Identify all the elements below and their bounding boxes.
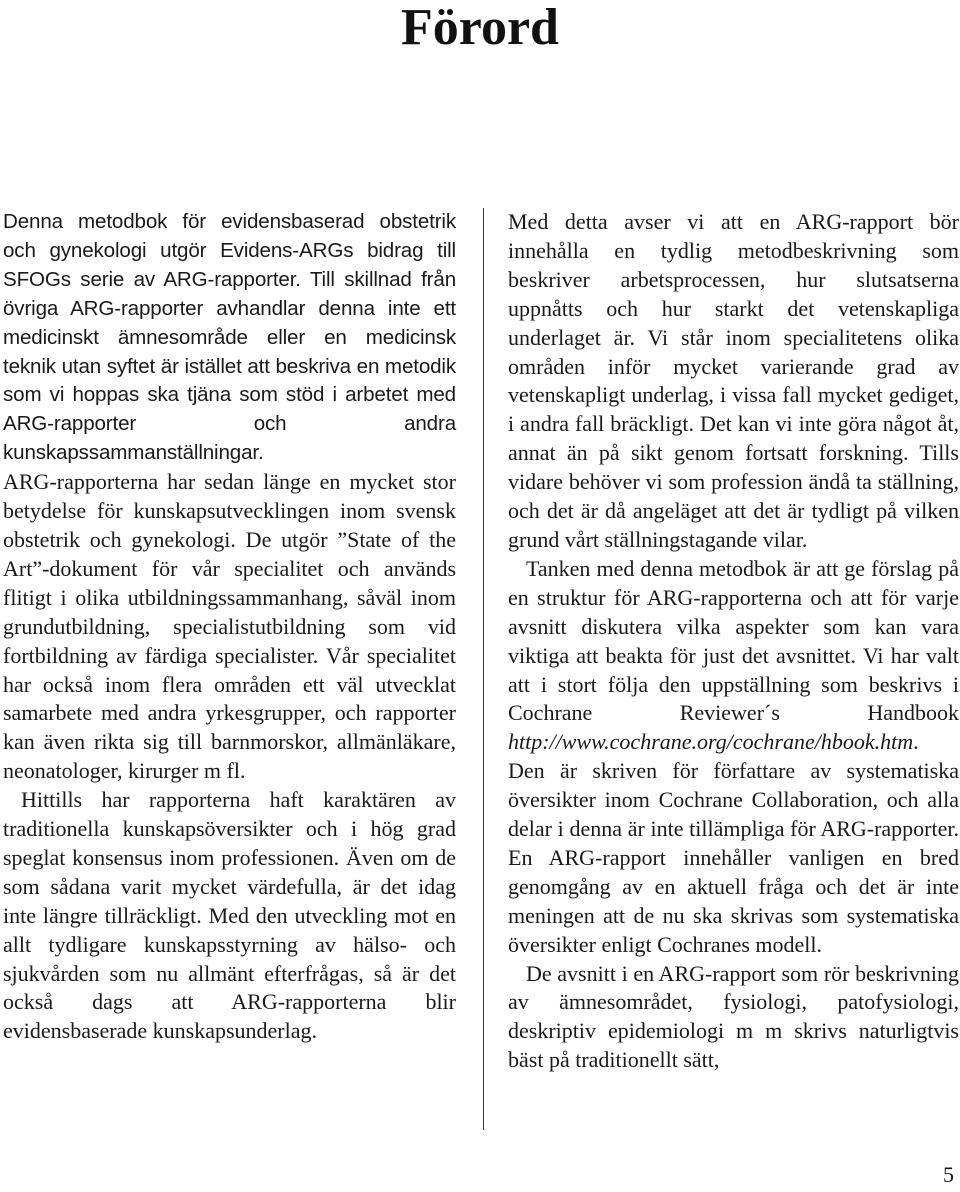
paragraph-intro: Denna metodbok för evidensbaserad obstetrik och gynekologi utgör Evidens-ARGs bidrag till SFOGs serie av ARG-rapporter. Till skillnad från övriga ARG-rapporter avhandlar denna inte ett medicinskt ämnesområde eller en medicinsk teknik utan syftet är istället att beskriva en metodik som vi hoppas ska tjäna som stöd i arbetet med ARG-rapporter och andra kunskapssammanställningar.	[3, 210, 456, 465]
column-divider	[483, 208, 484, 1130]
page-title: Förord	[401, 0, 559, 56]
paragraph-method-description: Med detta avser vi att en ARG-rapport bör innehålla en tydlig metodbeskrivning som beskriver arbetsprocessen, hur slutsatserna uppnåtts och hur starkt det vetenskapliga underlaget är. Vi står inom specialitetens olika områden inför mycket varierande grad av vetenskapligt underlag, i vissa fall mycket gediget, i andra fall bräckligt. Det kan vi inte göra något åt, annat än på sikt genom fortsatt forskning. Tills vidare behöver vi som profession ändå ta ställning, och det är då angeläget att det är tydligt på vilken grund vårt ställningstagande vilar.	[508, 209, 959, 552]
cochrane-handbook-link[interactable]: http://www.cochrane.org/cochrane/hbook.htm	[508, 729, 914, 755]
structure-text-after-link: . Den är skriven för författare av systematiska översikter inom Cochrane Collaboration, och alla delar i denna är inte tillämpliga för ARG-rapporter. En ARG-rapport innehåller vanligen en bred genomgång av en aktuell fråga och det är inte meningen att de nu ska skrivas som systematiska översikter enligt Cochranes modell.	[508, 729, 959, 957]
paragraph-report-sections: De avsnitt i en ARG-rapport som rör beskrivning av ämnesområdet, fysiologi, patofysiologi, deskriptiv epidemiologi m m skrivs naturligtvis bäst på traditionellt sätt,	[508, 960, 959, 1073]
structure-text-before-link: Tanken med denna metodbok är att ge förslag på en struktur för ARG-rapporterna och att för varje avsnitt diskutera vilka aspekter som kan vara viktiga att beakta för just det avsnittet. Vi har valt att i stort följa den uppställning som beskrivs i Cochrane Reviewer´s Handbook	[508, 555, 959, 726]
paragraph-arg-importance: ARG-rapporterna har sedan länge en mycket stor betydelse för kunskapsutvecklingen inom svensk obstetrik och gynekologi. De utgör ”State of the Art”-dokument för vår specialitet och används flitigt i olika utbildningssammanhang, såväl inom grundutbildning, specialistutbildning som vid fortbildning av färdiga specialister. Vår specialitet har också inom flera områden ett väl utvecklat samarbete med andra yrkesgrupper, och rapporter kan även rikta sig till barnmorskor, allmänläkare, neonatologer, kirurger m fl.	[3, 469, 456, 784]
paragraph-evidence-basis: Hittills har rapporterna haft karaktären av traditionella kunskapsöversikter och i hög grad speglat konsensus inom professionen. Även om de som sådana varit mycket värdefulla, är det idag inte längre tillräckligt. Med den utveckling mot en allt tydligare kunskapsstyrning av hälso- och sjukvården som nu allmänt efterfrågas, så är det också dags att ARG-rapporterna blir evidensbaserade kunskapsunderlag.	[3, 787, 456, 1044]
page-number: 5	[943, 1162, 954, 1187]
right-column	[508, 208, 959, 1075]
left-column	[3, 208, 456, 1046]
paragraph-structure-proposal	[508, 555, 959, 960]
